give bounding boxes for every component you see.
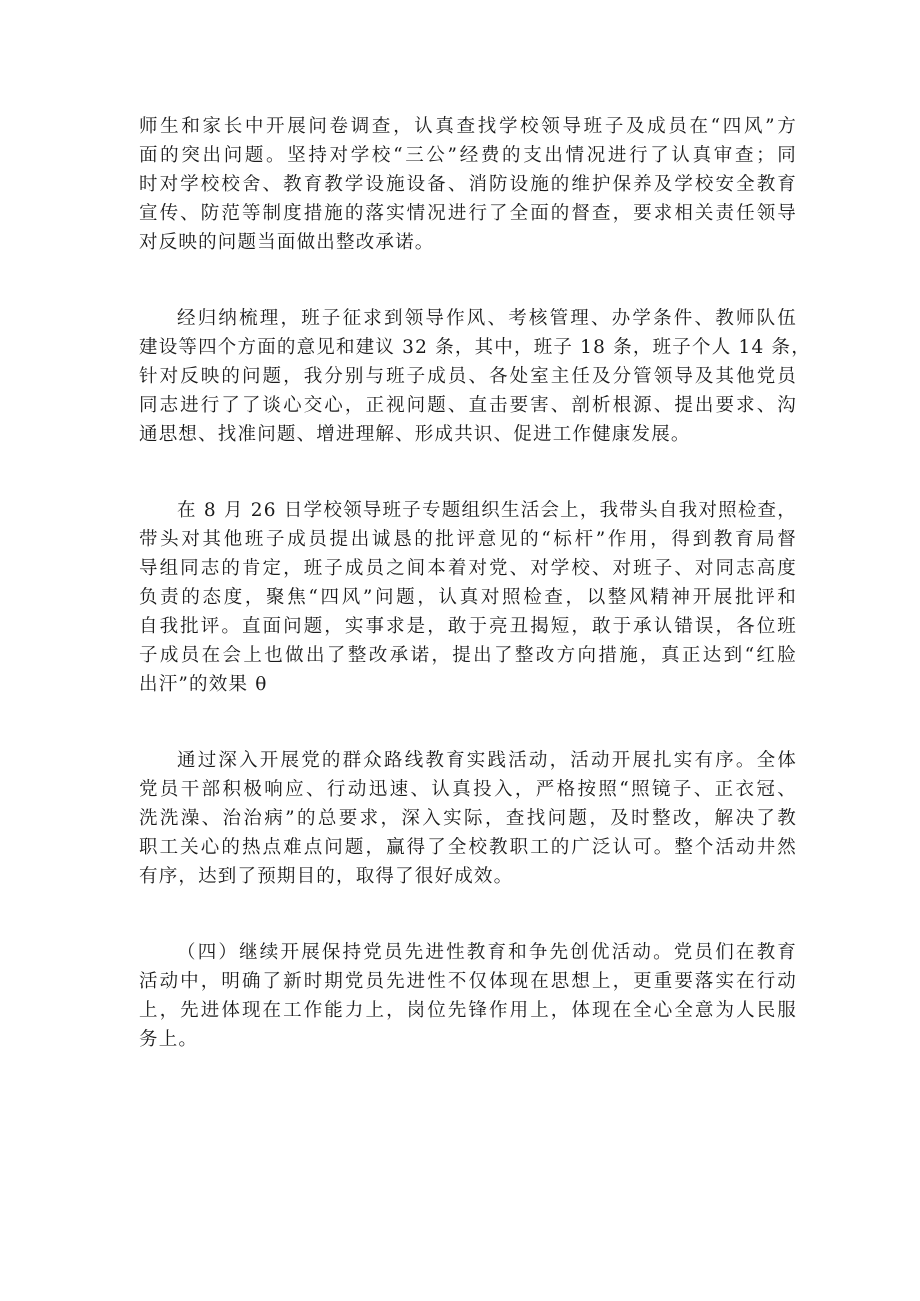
text-line: 职工关心的热点难点问题，赢得了全校教职工的广泛认可。整个活动井然 <box>139 837 797 858</box>
text-line: 通过深入开展党的群众路线教育实践活动，活动开展扎实有序。全体 <box>177 750 797 771</box>
text-line: 宣传、防范等制度措施的落实情况进行了全面的督查，要求相关责任领导 <box>139 203 797 224</box>
text-line: （四）继续开展保持党员先进性教育和争先创优活动。党员们在教育 <box>177 942 797 963</box>
text-line: 子成员在会上也做出了整改承诺，提出了整改方向措施，真正达到“红脸 <box>139 645 797 666</box>
paragraph-2 <box>139 304 811 449</box>
text-line: 有序，达到了预期目的，取得了很好成效。 <box>139 866 514 887</box>
text-line: 务上。 <box>139 1029 199 1050</box>
text-line: 师生和家长中开展问卷调查，认真查找学校领导班子及成员在“四风”方 <box>139 116 797 137</box>
text-line: 自我批评。直面问题，实事求是，敢于亮丑揭短，敢于承认错误，各位班 <box>139 616 797 637</box>
document-page <box>139 112 811 1101</box>
text-line: 导组同志的肯定，班子成员之间本着对党、对学校、对班子、对同志高度 <box>139 558 797 579</box>
paragraph-1 <box>139 112 797 257</box>
text-line: 通思想、找准问题、增进理解、形成共识、促进工作健康发展。 <box>139 424 691 445</box>
text-line: 同志进行了了谈心交心，正视问题、直击要害、剖析根源、提出要求、沟 <box>139 395 797 416</box>
text-line: 负责的态度，聚焦“四风”问题，认真对照检查，以整风精神开展批评和 <box>139 587 797 608</box>
text-line: 面的突出问题。坚持对学校“三公”经费的支出情况进行了认真审查；同 <box>139 145 797 166</box>
paragraph-3 <box>139 496 797 699</box>
paragraph-4 <box>139 746 797 891</box>
text-line: 对反映的问题当面做出整改承诺。 <box>139 232 435 253</box>
text-line: 时对学校校舍、教育教学设施设备、消防设施的维护保养及学校安全教育 <box>139 174 797 195</box>
text-line: 经归纳梳理，班子征求到领导作风、考核管理、办学条件、教师队伍 <box>177 308 797 329</box>
text-line: 在 8 月 26 日学校领导班子专题组织生活会上，我带头自我对照检查， <box>177 500 797 521</box>
text-line: 针对反映的问题，我分别与班子成员、各处室主任及分管领导及其他党员 <box>139 366 797 387</box>
text-line: 活动中，明确了新时期党员先进性不仅体现在思想上，更重要落实在行动 <box>139 971 797 992</box>
paragraph-5 <box>139 938 797 1054</box>
text-line: 带头对其他班子成员提出诚恳的批评意见的“标杆”作用，得到教育局督 <box>139 529 797 550</box>
text-line: 上，先进体现在工作能力上，岗位先锋作用上，体现在全心全意为人民服 <box>139 1000 797 1021</box>
text-line: 建设等四个方面的意见和建议 32 条，其中，班子 18 条，班子个人 14 条， <box>139 337 811 358</box>
text-line: 党员干部积极响应、行动迅速、认真投入，严格按照“照镜子、正衣冠、 <box>139 779 797 800</box>
text-line: 洗洗澡、治治病”的总要求，深入实际，查找问题，及时整改，解决了教 <box>139 808 797 829</box>
text-line: 出汗”的效果 θ <box>139 674 268 695</box>
